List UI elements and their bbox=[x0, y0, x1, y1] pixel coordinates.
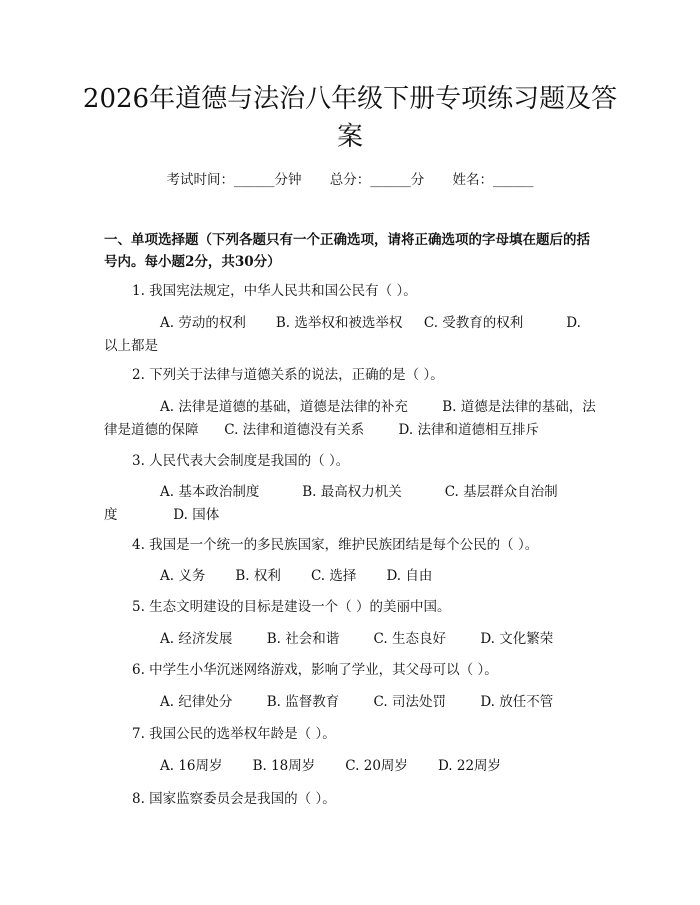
option: D. 法律和道德相互排斥 bbox=[398, 422, 539, 438]
option: B. 道德是法律的基础，法律是道德的保障 bbox=[104, 399, 596, 438]
option: D. 以上都是 bbox=[104, 315, 581, 354]
exam-meta bbox=[0, 168, 700, 188]
question-options bbox=[104, 755, 596, 778]
question-stem: 3. 人民代表大会制度是我国的（ ）。 bbox=[132, 453, 350, 469]
option: C. 司法处罚 bbox=[373, 694, 446, 710]
question-options bbox=[104, 628, 596, 651]
option: B. 最高权力机关 bbox=[302, 484, 402, 500]
section-heading: 一、单项选择题（下列各题只有一个正确选项，请将正确选项的字母填在题后的括号内。每小题2分，共30分） bbox=[104, 232, 590, 270]
option: D. 放任不管 bbox=[480, 694, 554, 710]
question-stem: 4. 我国是一个统一的多民族国家，维护民族团结是每个公民的（ ）。 bbox=[132, 537, 539, 553]
option: C. 基层群众自治制度 bbox=[104, 484, 558, 523]
option: C. 选择 bbox=[310, 568, 357, 584]
option: C. 法律和道德没有关系 bbox=[224, 422, 365, 438]
option: B. 18周岁 bbox=[252, 758, 316, 774]
option: A. 法律是道德的基础，道德是法律的补充 bbox=[160, 399, 408, 415]
question-stem: 8. 国家监察委员会是我国的（ ）。 bbox=[132, 791, 336, 807]
option: B. 监督教育 bbox=[266, 694, 340, 710]
page-title: 2026年道德与法治八年级下册专项练习题及答案 bbox=[82, 84, 618, 152]
option: C. 生态良好 bbox=[373, 631, 446, 647]
question-stem: 6. 中学生小华沉迷网络游戏，影响了学业，其父母可以（ ）。 bbox=[132, 662, 498, 678]
option: D. 22周岁 bbox=[437, 758, 502, 774]
question-stem: 1. 我国宪法规定，中华人民共和国公民有（ ）。 bbox=[132, 283, 417, 299]
total-score-field: 总分：______分 bbox=[329, 172, 425, 188]
question-stem: 5. 生态文明建设的目标是建设一个（ ）的美丽中国。 bbox=[132, 599, 451, 615]
option: C. 受教育的权利 bbox=[423, 315, 524, 331]
option: A. 义务 bbox=[160, 568, 206, 584]
question-options bbox=[104, 481, 596, 527]
option: D. 国体 bbox=[173, 507, 220, 523]
question-options bbox=[104, 312, 596, 358]
option: B. 社会和谐 bbox=[266, 631, 340, 647]
question-stem: 7. 我国公民的选举权年龄是（ ）。 bbox=[132, 726, 336, 742]
option: A. 经济发展 bbox=[160, 631, 233, 647]
question-options bbox=[104, 396, 596, 442]
option: A. 劳动的权利 bbox=[160, 315, 246, 331]
option: B. 权利 bbox=[235, 568, 281, 584]
option: D. 自由 bbox=[386, 568, 433, 584]
option: A. 纪律处分 bbox=[160, 694, 233, 710]
question-options bbox=[104, 565, 596, 588]
exam-time-field: 考试时间：______分钟 bbox=[166, 172, 302, 188]
question-options bbox=[104, 691, 596, 714]
student-name-field: 姓名：______ bbox=[452, 172, 534, 188]
option: D. 文化繁荣 bbox=[480, 631, 554, 647]
question-stem: 2. 下列关于法律与道德关系的说法，正确的是（ ）。 bbox=[132, 367, 444, 383]
option: A. 基本政治制度 bbox=[160, 484, 260, 500]
option: B. 选举权和被选举权 bbox=[275, 315, 403, 331]
option: A. 16周岁 bbox=[160, 758, 223, 774]
option: C. 20周岁 bbox=[345, 758, 408, 774]
